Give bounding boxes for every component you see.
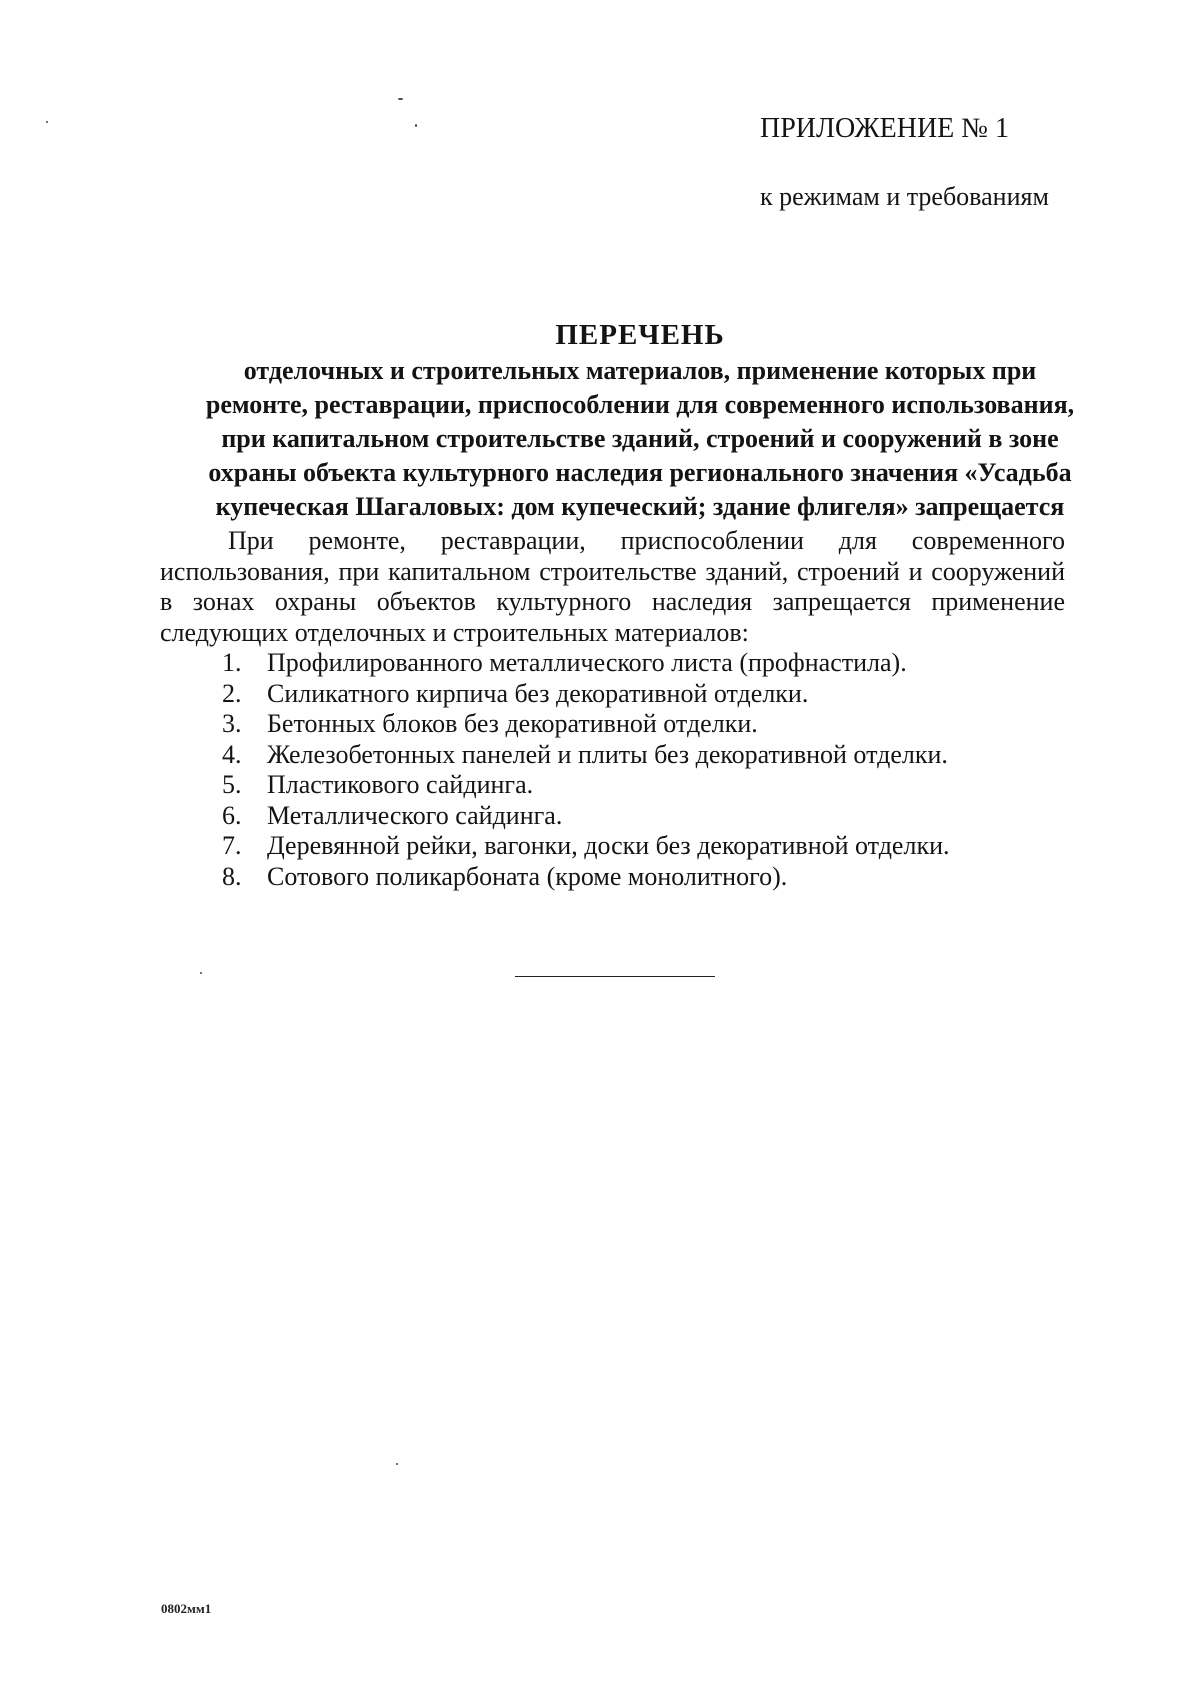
list-item	[222, 740, 1102, 771]
list-item-text: Железобетонных панелей и плиты без декоративной отделки.	[267, 739, 948, 769]
list-item-text: Сотового поликарбоната (кроме монолитного).	[267, 861, 788, 891]
list-item	[222, 831, 1102, 862]
list-item-number: 5.	[222, 770, 242, 799]
end-divider	[515, 976, 715, 977]
list-item-text: Деревянной рейки, вагонки, доски без декоративной отделки.	[267, 831, 950, 860]
list-item	[222, 709, 1102, 740]
intro-paragraph: При ремонте, реставрации, приспособлении для современного использования, при капитальном строительстве зданий, строений и сооружений в зонах охраны объектов культурного наследия запрещается применение следующих отделочных и строительных материалов:	[160, 526, 1065, 647]
subtitle-line: купеческая Шагаловых: дом купеческий; здание флигеля» запрещается	[215, 492, 1065, 521]
appendix-subtitle: к режимам и требованиям	[760, 182, 1049, 211]
scan-speck	[46, 121, 48, 123]
subtitle-line: охраны объекта культурного наследия регионального значения «Усадьба	[208, 458, 1072, 487]
list-item-text: Пластикового сайдинга.	[267, 770, 534, 799]
list-item-number: 4.	[222, 739, 242, 769]
list-item	[222, 862, 1102, 893]
subtitle-line: при капитальном строительстве зданий, строений и сооружений в зоне	[221, 424, 1059, 453]
list-item-number: 7.	[222, 831, 242, 860]
list-item	[222, 770, 1102, 801]
list-item	[222, 679, 1102, 710]
document-code: 0802мм1	[161, 1601, 212, 1616]
list-item-text: Бетонных блоков без декоративной отделки.	[267, 709, 758, 738]
materials-list	[222, 648, 1102, 892]
list-item-text: Профилированного металлического листа (профнастила).	[267, 648, 907, 677]
list-item-text: Металлического сайдинга.	[267, 800, 563, 830]
document-subtitle	[160, 354, 1120, 524]
list-item-number: 2.	[222, 678, 242, 708]
document-title-block	[160, 318, 1120, 524]
scan-speck	[398, 98, 403, 100]
list-item-number: 8.	[222, 861, 242, 891]
scan-speck	[415, 124, 417, 127]
list-item-number: 1.	[222, 648, 242, 677]
subtitle-line: ремонте, реставрации, приспособлении для современного использования,	[205, 390, 1075, 419]
subtitle-line: отделочных и строительных материалов, применение которых при	[243, 356, 1037, 385]
scan-speck	[396, 1463, 398, 1465]
appendix-label: ПРИЛОЖЕНИЕ № 1	[760, 113, 1009, 144]
document-title: ПЕРЕЧЕНЬ	[555, 319, 725, 351]
list-item-number: 6.	[222, 800, 242, 830]
list-item-text: Силикатного кирпича без декоративной отделки.	[267, 678, 809, 708]
scan-speck	[200, 972, 202, 974]
list-item-number: 3.	[222, 709, 242, 738]
list-item	[222, 801, 1102, 832]
list-item	[222, 648, 1102, 679]
